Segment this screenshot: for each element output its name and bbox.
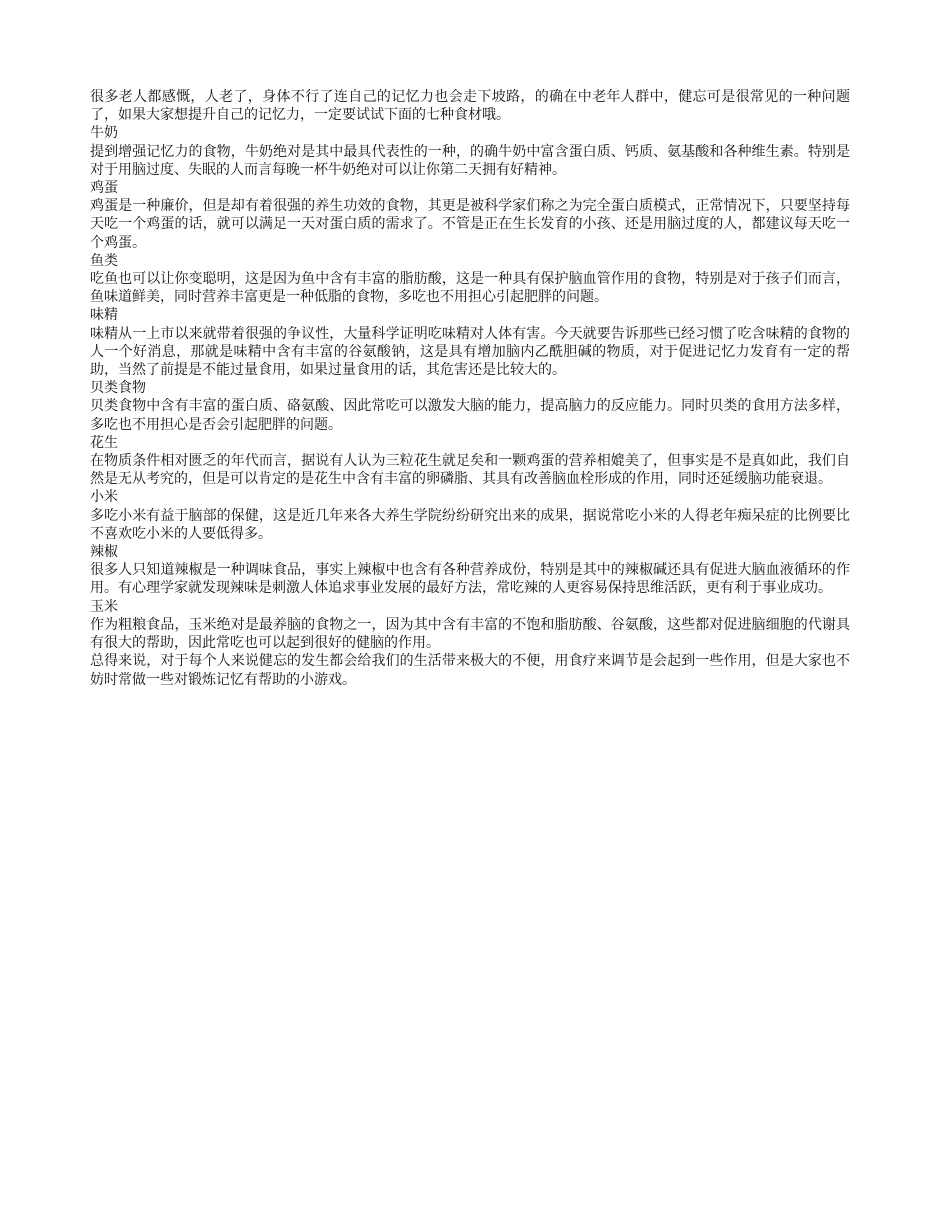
section-heading-msg: 味精 [90, 307, 118, 324]
section-heading-corn: 玉米 [90, 598, 118, 615]
section-heading-millet: 小米 [90, 489, 118, 506]
section-body-corn: 作为粗粮食品，玉米绝对是最养脑的食物之一，因为其中含有丰富的不饱和脂肪酸、谷氨酸，这些都对促进脑细胞的代谢具有很大的帮助，因此常吃也可以起到很好的健脑的作用。 [90, 616, 850, 652]
section-body-fish: 吃鱼也可以让你变聪明，这是因为鱼中含有丰富的脂肪酸，这是一种具有保护脑血管作用的食物，特别是对于孩子们而言，鱼味道鲜美，同时营养丰富更是一种低脂的食物，多吃也不用担心引起肥胖的问题。 [90, 271, 850, 306]
section-heading-chili: 辣椒 [90, 544, 118, 561]
section-heading-milk: 牛奶 [90, 125, 118, 142]
document-body [90, 88, 850, 689]
section-body-millet: 多吃小米有益于脑部的保健，这是近几年来各大养生学院纷纷研究出来的成果，据说常吃小米的人得老年痴呆症的比例要比不喜欢吃小米的人要低得多。 [90, 507, 850, 542]
section-body-peanut: 在物质条件相对匮乏的年代而言，据说有人认为三粒花生就足矣和一颗鸡蛋的营养相媲美了，但事实是不是真如此，我们自然是无从考究的，但是可以肯定的是花生中含有丰富的卵磷脂、其具有改善脑血栓形成的作用，同时还延缓脑功能衰退。 [90, 453, 850, 488]
intro-paragraph: 很多老人都感慨，人老了，身体不行了连自己的记忆力也会走下坡路，的确在中老年人群中，健忘可是很常见的一种问题了，如果大家想提升自己的记忆力，一定要试试下面的七种食材哦。 [90, 89, 850, 124]
section-body-shellfish: 贝类食物中含有丰富的蛋白质、硌氨酸、因此常吃可以激发大脑的能力，提高脑力的反应能力。同时贝类的食用方法多样，多吃也不用担心是否会引起肥胖的问题。 [90, 398, 850, 433]
section-body-milk: 提到增强记忆力的食物，牛奶绝对是其中最具代表性的一种，的确牛奶中富含蛋白质、钙质、氨基酸和各种维生素。特别是对于用脑过度、失眠的人而言每晚一杯牛奶绝对可以让你第二天拥有好精神。 [90, 143, 850, 178]
section-body-msg: 味精从一上市以来就带着很强的争议性，大量科学证明吃味精对人体有害。今天就要告诉那些已经习惯了吃含味精的食物的人一个好消息，那就是味精中含有丰富的谷氨酸钠，这是具有增加脑内乙酰胆碱的物质，对于促进记忆力发育有一定的帮助，当然了前提是不能过量食用，如果过量食用的话，其危害还是比较大的。 [90, 325, 850, 379]
section-heading-peanut: 花生 [90, 434, 118, 451]
section-body-egg: 鸡蛋是一种廉价，但是却有着很强的养生功效的食物，其更是被科学家们称之为完全蛋白质模式，正常情况下，只要坚持每天吃一个鸡蛋的话，就可以满足一天对蛋白质的需求了。不管是正在生长发育的小孩、还是用脑过度的人，都建议每天吃一个鸡蛋。 [90, 198, 850, 251]
section-heading-shellfish: 贝类食物 [90, 380, 146, 397]
section-body-chili: 很多人只知道辣椒是一种调味食品，事实上辣椒中也含有各种营养成份，特别是其中的辣椒碱还具有促进大脑血液循环的作用。有心理学家就发现辣味是刺激人体追求事业发展的最好方法，常吃辣的人更容易保持思维活跃，更有利于事业成功。 [90, 562, 850, 597]
conclusion-paragraph: 总得来说，对于每个人来说健忘的发生都会给我们的生活带来极大的不便，用食疗来调节是会起到一些作用，但是大家也不妨时常做一些对锻炼记忆有帮助的小游戏。 [90, 653, 850, 688]
section-heading-fish: 鱼类 [90, 252, 118, 269]
section-heading-egg: 鸡蛋 [90, 180, 118, 197]
